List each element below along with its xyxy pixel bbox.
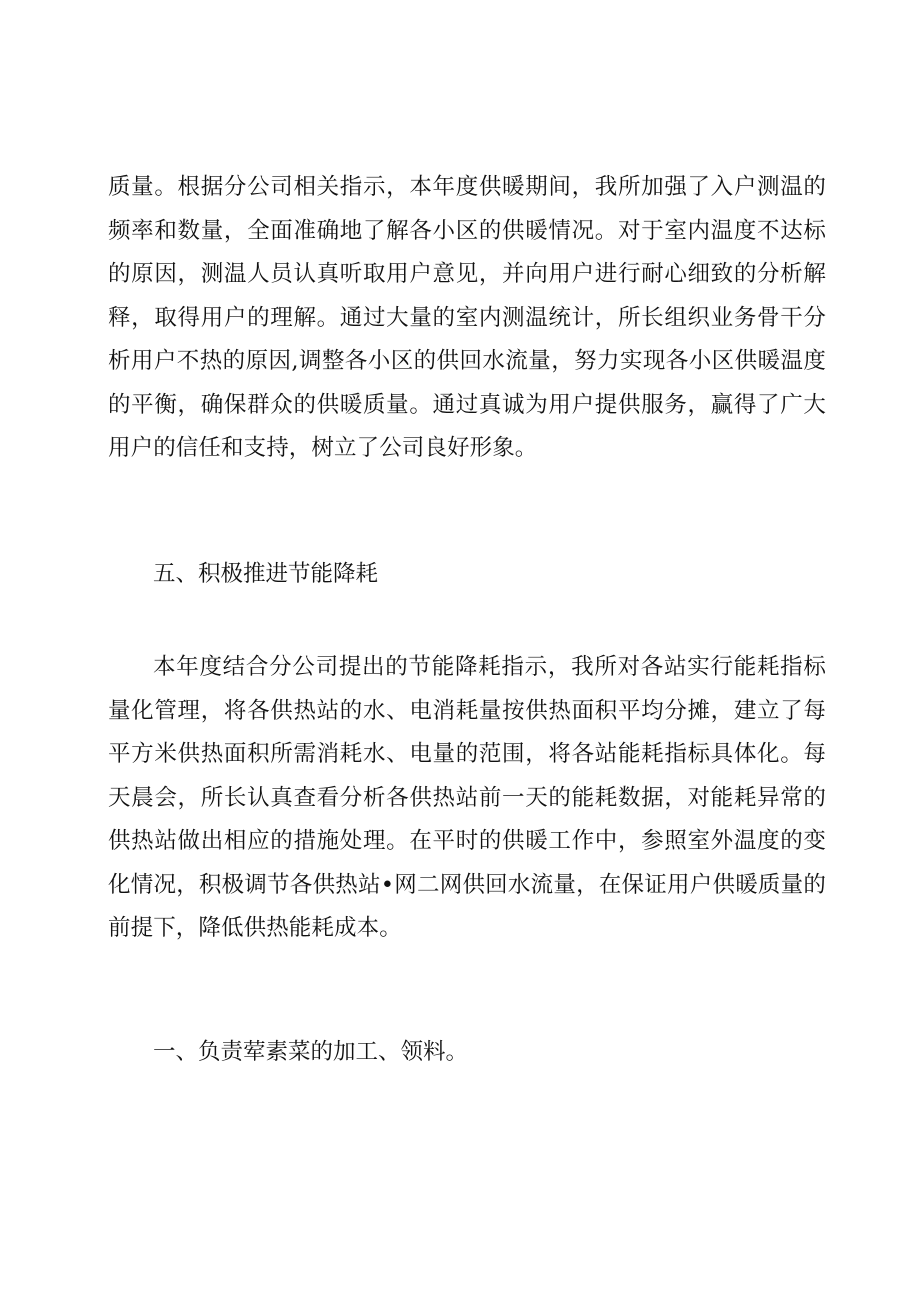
- section-heading-energy-saving: 五、积极推进节能降耗: [153, 561, 379, 587]
- section-heading-food-processing: 一、负责荤素菜的加工、领料。: [153, 1039, 469, 1065]
- body-paragraph-energy-saving: 本年度结合分公司提出的节能降耗指示，我所对各站实行能耗指标量化管理，将各供热站的水、电消耗量按供热面积平均分摊，建立了每平方米供热面积所需消耗水、电量的范围，将各站能耗指标具体化。每天晨会，所长认真查看分析各供热站前一天的能耗数据，对能耗异常的供热站做出相应的措施处理。在平时的供暖工作中，参照室外温度的变化情况，积极调节各供热站•网二网供回水流量，在保证用户供暖质量的前提下，降低供热能耗成本。: [108, 654, 826, 941]
- body-paragraph-heating-quality: 质量。根据分公司相关指示，本年度供暖期间，我所加强了入户测温的频率和数量，全面准确地了解各小区的供暖情况。对于室内温度不达标的原因，测温人员认真听取用户意见，并向用户进行耐心细致的分析解释，取得用户的理解。通过大量的室内测温统计，所长组织业务骨干分析用户不热的原因,调整各小区的供回水流量，努力实现各小区供暖温度的平衡，确保群众的供暖质量。通过真诚为用户提供服务，赢得了广大用户的信任和支持，树立了公司良好形象。: [108, 174, 826, 461]
